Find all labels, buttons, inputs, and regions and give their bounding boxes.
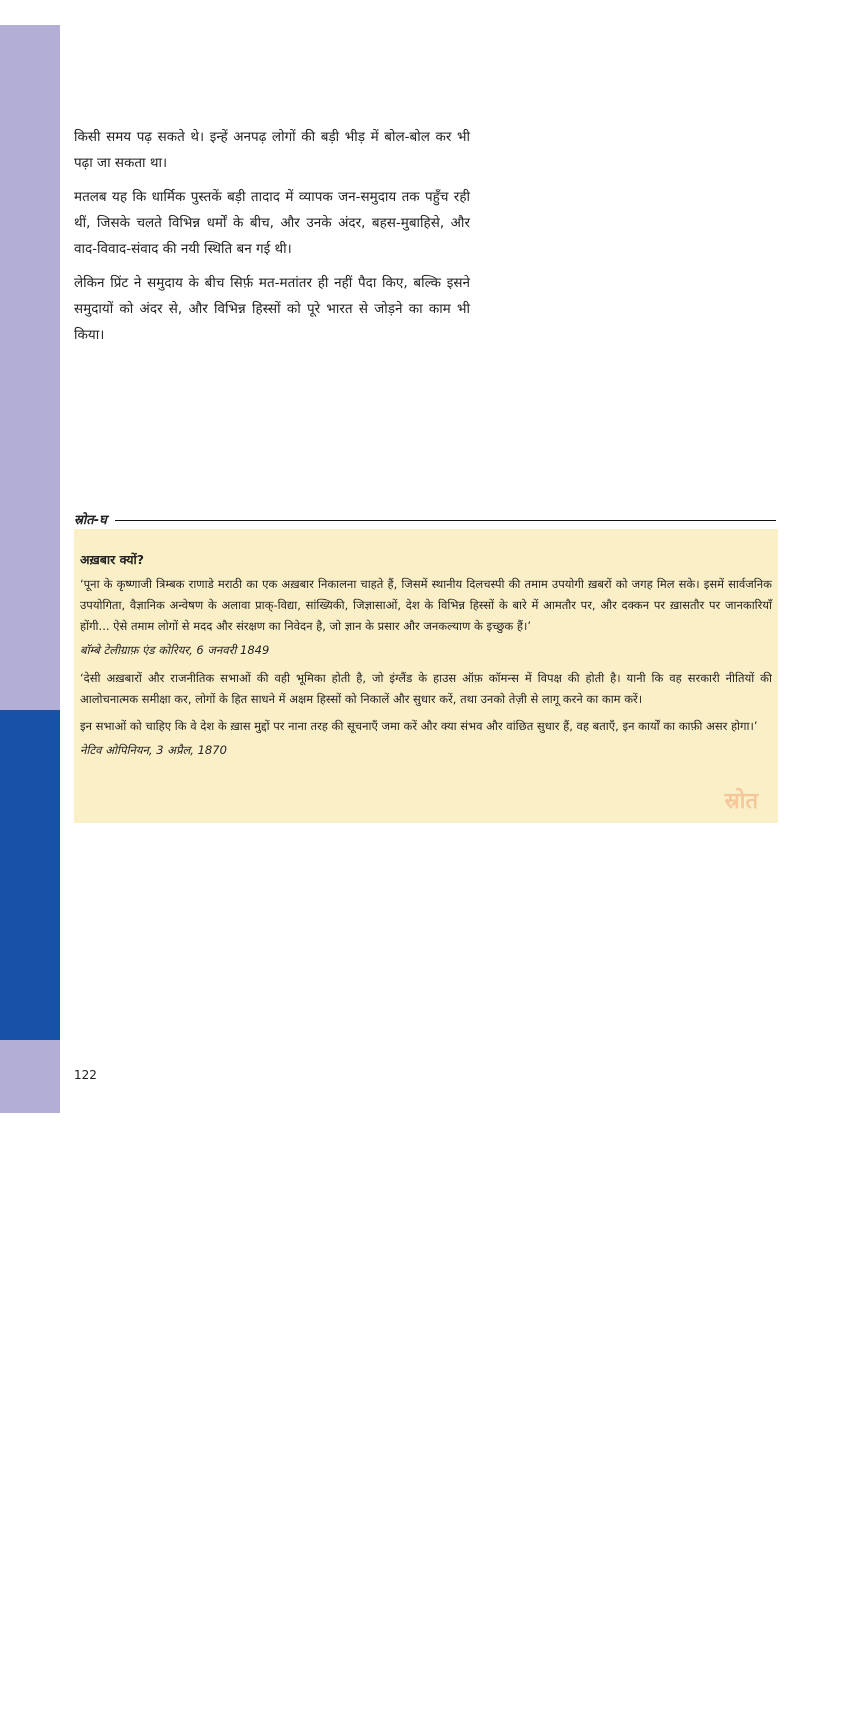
paragraph: मतलब यह कि धार्मिक पुस्तकें बड़ी तादाद में व्यापक जन-समुदाय तक पहुँच रही थीं, जिसके चलते विभिन्न धर्मों के बीच, और उनके अंदर, बहस-मुबाहिसे, और वाद-विवाद-संवाद की नयी स्थिति बन गई थी। xyxy=(74,189,470,257)
source-citation: बॉम्बे टेलीग्राफ़ एंड कोरियर, 6 जनवरी 1849 xyxy=(80,643,270,657)
source-quote: ‘देसी अख़बारों और राजनीतिक सभाओं की वही भूमिका होती है, जो इंग्लैंड के हाउस ऑफ़ कॉमन्स में विपक्ष की होती है। यानी कि वह सरकारी नीतियों की आलोचनात्मक समीक्षा कर, लोगों के हित साधने में अक्षम हिस्सों को निकालें और सुधार करें, तथा उनको तेज़ी से लागू करने का काम करें। xyxy=(80,671,772,706)
source-citation: नेटिव ओपिनियन, 3 अप्रैल, 1870 xyxy=(80,743,227,757)
source-heading-label: स्रोत-घ xyxy=(74,513,107,528)
main-text xyxy=(74,124,470,356)
source-watermark: स्रोत xyxy=(724,789,758,814)
page-number: 122 xyxy=(74,1068,97,1082)
source-box xyxy=(74,529,778,823)
paragraph: लेकिन प्रिंट ने समुदाय के बीच सिर्फ़ मत-मतांतर ही नहीं पैदा किए, बल्कि इसने समुदायों को अंदर से, और विभिन्न हिस्सों को पूरे भारत से जोड़ने का काम भी किया। xyxy=(74,275,470,343)
book-title: भारत और समकालीन विश्व xyxy=(20,1596,34,1715)
source-title: अख़बार क्यों? xyxy=(80,552,145,567)
source-heading-rule xyxy=(115,520,776,521)
source-heading xyxy=(74,510,776,528)
sidebar-chapter-band xyxy=(0,710,60,1715)
paragraph: किसी समय पढ़ सकते थे। इन्हें अनपढ़ लोगों की बड़ी भीड़ में बोल-बोल कर भी पढ़ा जा सकता था। xyxy=(74,129,470,171)
source-quote: इन सभाओं को चाहिए कि वे देश के ख़ास मुद्दों पर नाना तरह की सूचनाएँ जमा करें और क्या संभव और वांछित सुधार हैं, वह बताएँ, इन कार्यों का काफ़ी असर होगा।’ xyxy=(80,719,758,733)
source-quote: ‘पूना के कृष्णाजी त्रिम्बक राणाडे मराठी का एक अख़बार निकालना चाहते हैं, जिसमें स्थानीय दिलचस्पी की तमाम उपयोगी ख़बरों को जगह मिल सके। इसमें सार्वजनिक उपयोगिता, वैज्ञानिक अन्वेषण के अलावा प्राक्-विद्या, सांख्यिकी, जिज्ञासाओं, देश के विभिन्न हिस्सों के बारे में आमतौर पर, और दक्कन पर ख़ासतौर पर जानकारियाँ होंगी... ऐसे तमाम लोगों से मदद और संरक्षण का निवेदन है, जो ज्ञान के प्रसार और जनकल्याण के इच्छुक हैं।’ xyxy=(80,577,772,633)
